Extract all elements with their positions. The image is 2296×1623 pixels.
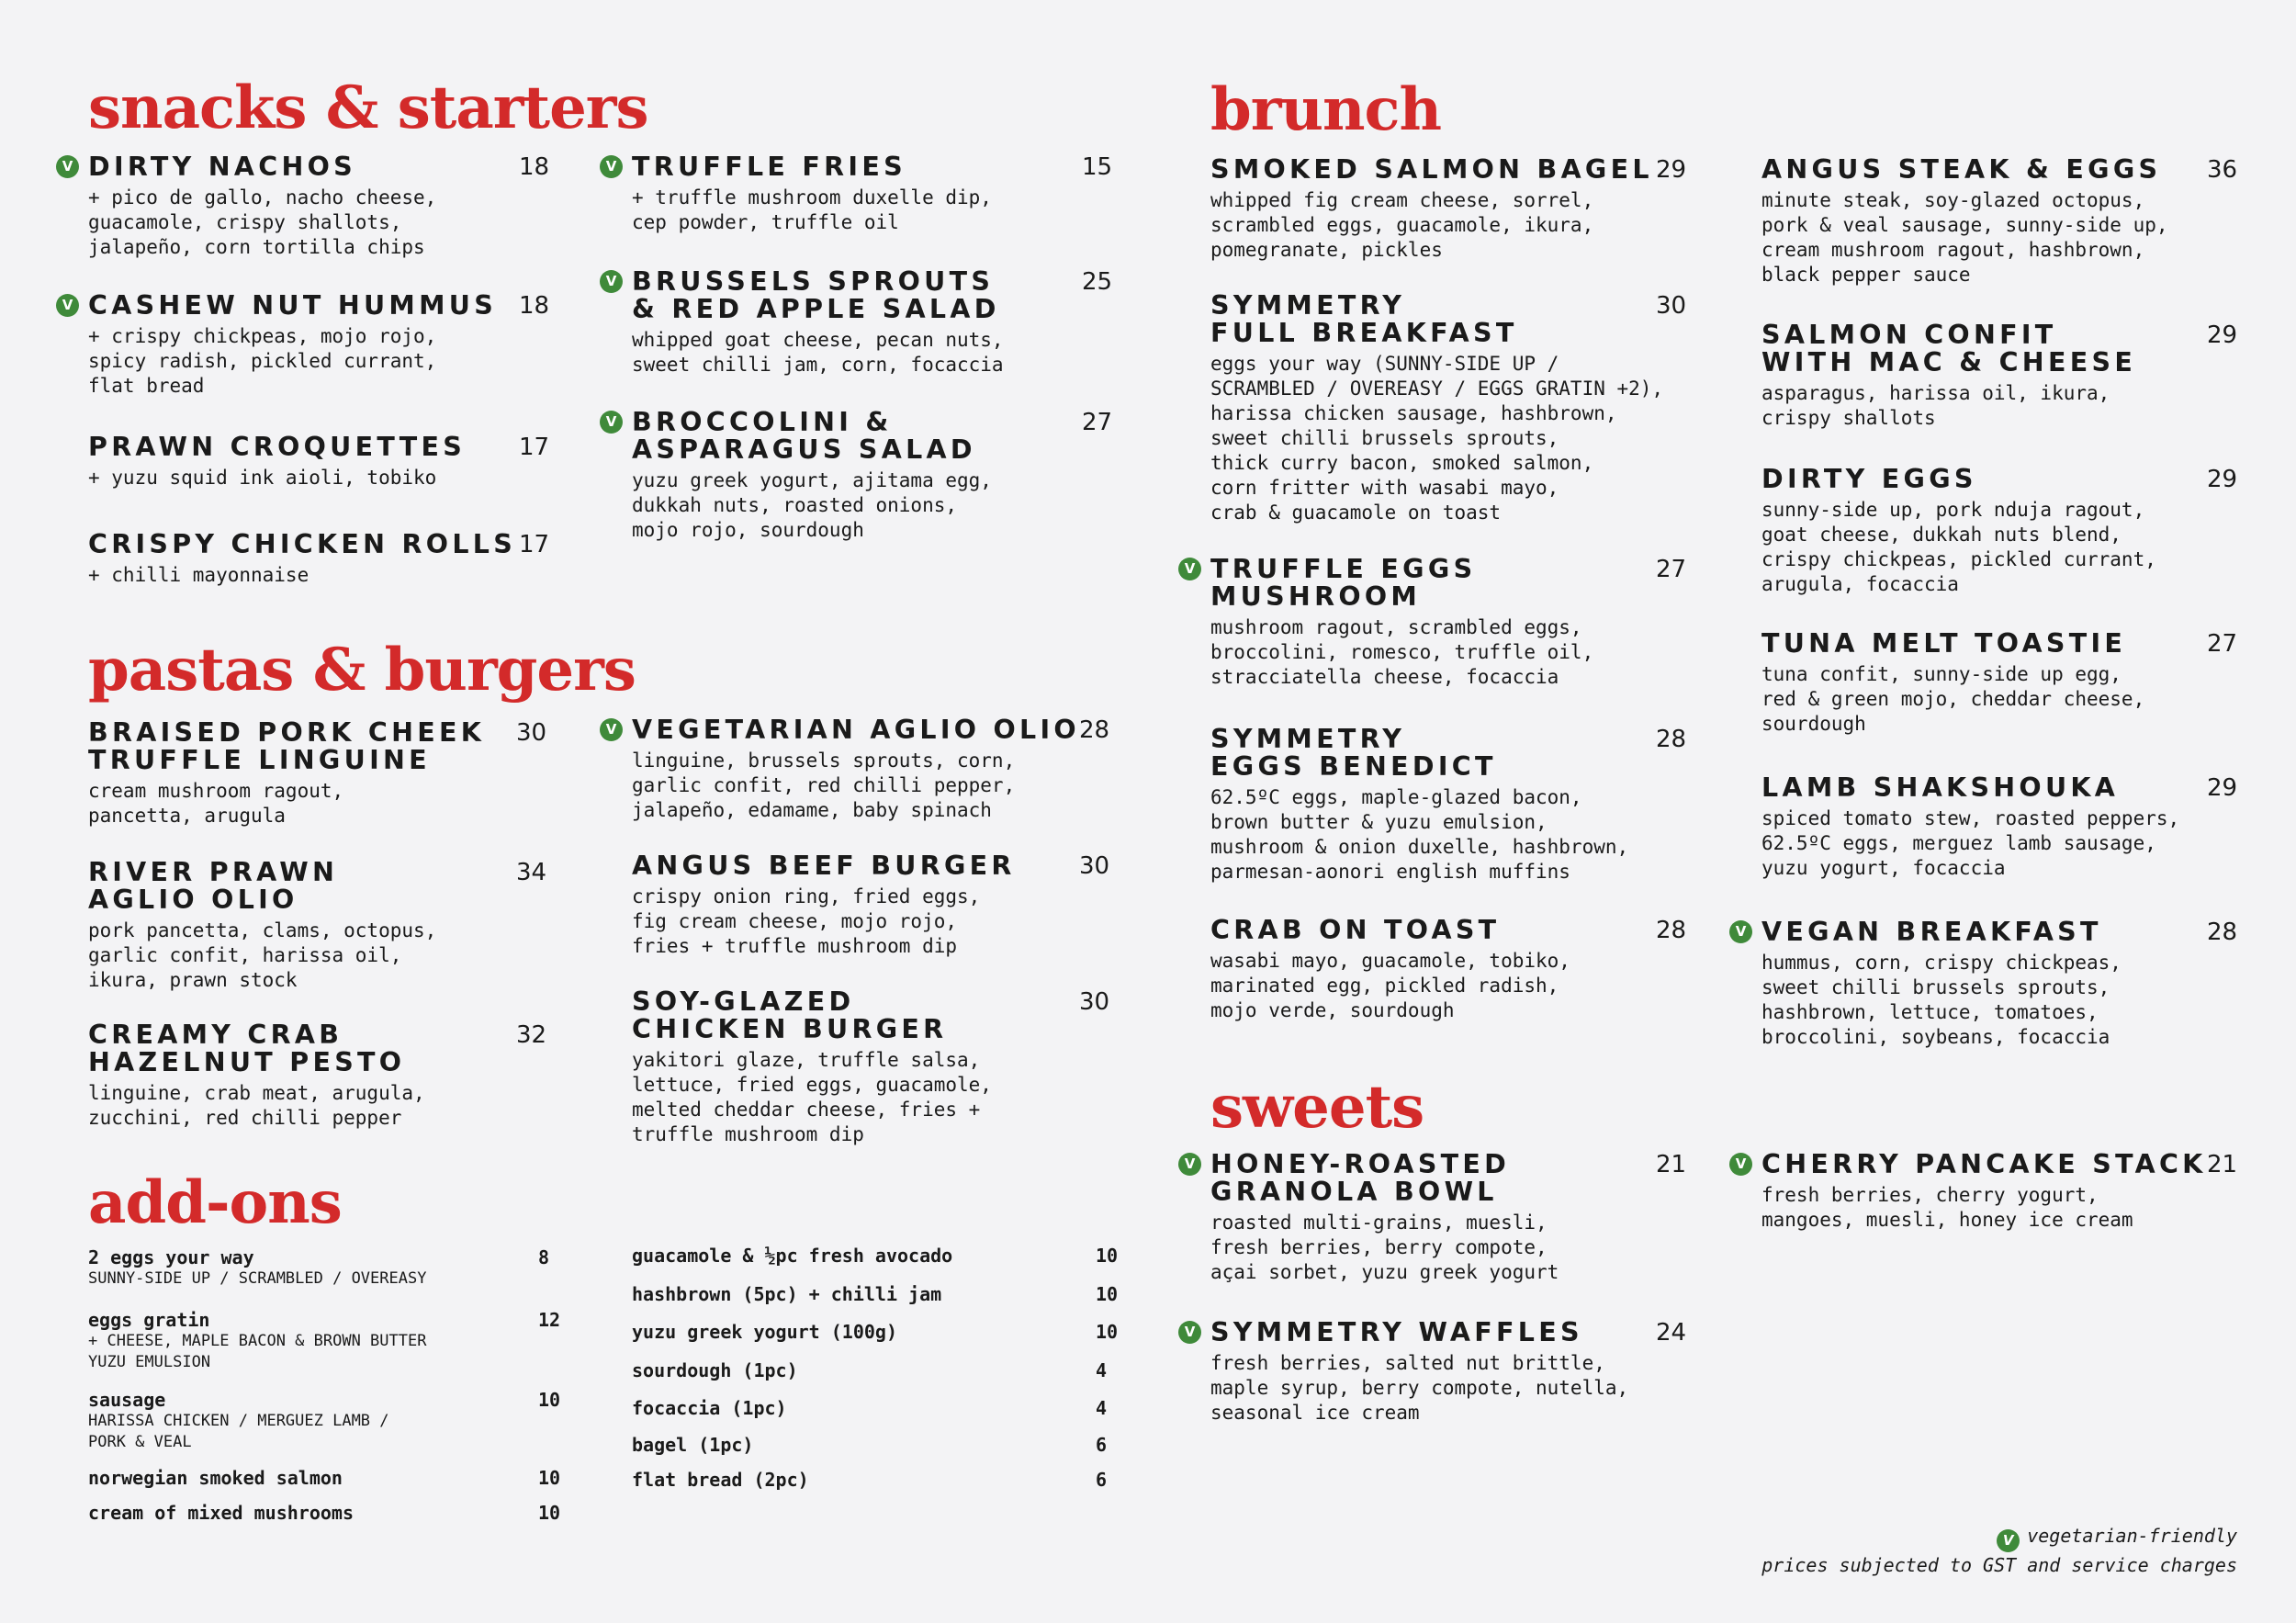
item-price: 29 [2207, 774, 2238, 802]
item-name-line: VEGAN BREAKFAST [1761, 917, 2102, 947]
item-name [632, 409, 992, 464]
item-name-line: CHICKEN BURGER [632, 1014, 948, 1044]
item-description-line: stracciatella cheese, focaccia [1210, 666, 1559, 688]
item-name [88, 531, 516, 558]
item-description-line: mangoes, muesli, honey ice cream [1761, 1209, 2133, 1231]
vegetarian-icon: V [600, 270, 623, 293]
veg-note [1997, 1525, 2237, 1550]
item-name-line: TUNA MELT TOASTIE [1761, 628, 2127, 659]
vegetarian-icon: V [1729, 920, 1752, 943]
item-name [1761, 919, 2122, 946]
item-description-line: marinated egg, pickled radish, [1210, 975, 1559, 997]
addon-price: 6 [1096, 1469, 1108, 1491]
item-name-line: WITH MAC & CHEESE [1761, 347, 2137, 378]
addon-description-line: HARISSA CHICKEN / MERGUEZ LAMB / [88, 1412, 389, 1430]
section-title-snacks: snacks & starters [88, 73, 648, 142]
item-name-line: FULL BREAKFAST [1210, 318, 1518, 348]
addon-name: flat bread (2pc) [632, 1469, 809, 1491]
item-description-line: crispy shallots [1761, 407, 1936, 429]
menu-item [88, 1020, 547, 1131]
item-name-line: SYMMETRY WAFFLES [1210, 1317, 1583, 1347]
menu-item [605, 715, 1110, 823]
item-name-line: SOY-GLAZED [632, 986, 855, 1017]
item-name [1761, 321, 2136, 377]
item-name-line: HAZELNUT PESTO [88, 1047, 406, 1077]
item-description-line: flat bread [88, 375, 205, 397]
menu-item [1210, 290, 1687, 525]
item-name-line: ANGUS BEEF BURGER [632, 851, 1016, 881]
item-description-line: thick curry bacon, smoked salmon, [1210, 452, 1594, 474]
item-price: 28 [2207, 919, 2238, 946]
item-name [1210, 1319, 1628, 1347]
item-description-line: eggs your way (SUNNY-SIDE UP / [1210, 353, 1559, 375]
item-description-line: pork pancetta, clams, octopus, [88, 919, 437, 941]
addon-price: 10 [538, 1389, 561, 1411]
addon-item [632, 1434, 1108, 1456]
addon-price: 8 [538, 1246, 550, 1268]
menu-item [1735, 1149, 2238, 1233]
item-description-line: yuzu greek yogurt, ajitama egg, [632, 469, 992, 491]
item-price: 17 [519, 531, 550, 558]
item-description-line: mushroom & onion duxelle, hashbrown, [1210, 836, 1629, 858]
item-name-line: BRUSSELS SPROUTS [632, 266, 995, 297]
addon-item [88, 1309, 561, 1373]
menu-item [1761, 464, 2238, 597]
item-name [88, 292, 497, 320]
vegetarian-icon: V [600, 718, 623, 741]
item-price: 30 [516, 719, 547, 747]
item-name-line: CHERRY PANCAKE STACK [1761, 1149, 2207, 1179]
item-description [88, 1081, 425, 1131]
addon-description-line: + CHEESE, MAPLE BACON & BROWN BUTTER [88, 1332, 427, 1350]
addon-description-line: PORK & VEAL [88, 1433, 192, 1451]
item-description-line: mojo verde, sourdough [1210, 999, 1455, 1021]
item-name-line: DIRTY NACHOS [88, 152, 356, 182]
menu-item [1184, 1149, 1687, 1285]
item-name [632, 716, 1080, 744]
addon-item [88, 1467, 561, 1489]
item-description-line: broccolini, romesco, truffle oil, [1210, 641, 1594, 663]
item-description [1210, 1211, 1559, 1285]
item-description-line: cep powder, truffle oil [632, 211, 899, 233]
item-price: 28 [1656, 726, 1687, 753]
addon-description-line: SUNNY-SIDE UP / SCRAMBLED / OVEREASY [88, 1269, 427, 1288]
vegetarian-icon: V [600, 411, 623, 434]
section-title-addons: add-ons [88, 1168, 342, 1237]
addon-name: sourdough (1pc) [632, 1359, 798, 1381]
addon-item [88, 1502, 561, 1524]
vegetarian-icon: V [1178, 1321, 1201, 1344]
item-name-line: DIRTY EGGS [1761, 464, 1977, 494]
section-title-brunch: brunch [1210, 75, 1442, 144]
addon-name: yuzu greek yogurt (100g) [632, 1321, 897, 1343]
menu-item [632, 986, 1110, 1147]
item-price: 24 [1656, 1319, 1687, 1347]
item-description-line: crispy onion ring, fried eggs, [632, 885, 981, 907]
item-description [88, 466, 466, 490]
item-description-line: linguine, crab meat, arugula, [88, 1082, 425, 1104]
item-description-line: garlic confit, red chilli pepper, [632, 774, 1016, 796]
menu-item [88, 717, 547, 828]
item-description-line: sunny-side up, pork nduja ragout, [1761, 499, 2145, 521]
item-name [1210, 1151, 1559, 1206]
item-description-line: sweet chilli brussels sprouts, [1210, 427, 1559, 449]
item-price: 28 [1079, 716, 1110, 744]
item-description-line: SCRAMBLED / OVEREASY / EGGS GRATIN +2), [1210, 378, 1664, 400]
item-description-line: whipped goat cheese, pecan nuts, [632, 329, 1004, 351]
menu-item [62, 152, 550, 260]
item-price: 27 [1656, 556, 1687, 583]
item-description [632, 1048, 992, 1147]
vegetarian-icon: V [1997, 1529, 2020, 1552]
vegetarian-icon: V [600, 155, 623, 178]
item-description-line: fresh berries, berry compote, [1210, 1236, 1548, 1258]
item-description-line: 62.5ºC eggs, merguez lamb sausage, [1761, 832, 2156, 854]
item-price: 17 [519, 434, 550, 461]
section-title-sweets: sweets [1210, 1073, 1424, 1142]
addon-item [632, 1469, 1108, 1491]
item-name-line: CRISPY CHICKEN ROLLS [88, 529, 517, 559]
item-description [1761, 381, 2136, 431]
item-description-line: garlic confit, harissa oil, [88, 944, 402, 966]
item-name [1210, 292, 1663, 347]
item-description-line: lettuce, fried eggs, guacamole, [632, 1074, 992, 1096]
item-name [88, 434, 466, 461]
menu-item [1184, 554, 1687, 690]
menu-item [1761, 320, 2238, 431]
item-description-line: mojo rojo, sourdough [632, 519, 864, 541]
item-name [88, 1021, 425, 1076]
gst-note: prices subjected to GST and service charges [1761, 1554, 2237, 1576]
addon-price: 4 [1096, 1397, 1108, 1419]
item-description [88, 919, 436, 993]
item-name [1210, 917, 1570, 944]
addon-item [632, 1283, 1119, 1305]
item-description [88, 779, 485, 828]
item-name [1761, 630, 2144, 658]
item-description-line: scrambled eggs, guacamole, ikura, [1210, 214, 1594, 236]
menu-item [605, 152, 1113, 235]
item-description-line: sweet chilli brussels sprouts, [1761, 976, 2110, 998]
item-name [88, 859, 436, 914]
item-price: 29 [1656, 156, 1687, 184]
addon-price: 4 [1096, 1359, 1108, 1381]
item-description-line: yakitori glaze, truffle salsa, [632, 1049, 981, 1071]
item-description-line: hummus, corn, crispy chickpeas, [1761, 952, 2122, 974]
item-price: 29 [2207, 466, 2238, 493]
item-description-line: seasonal ice cream [1210, 1402, 1420, 1424]
addon-name: 2 eggs your way [88, 1246, 254, 1268]
addon-name: cream of mixed mushrooms [88, 1502, 354, 1524]
item-name [632, 153, 992, 181]
item-description-line: jalapeño, corn tortilla chips [88, 236, 425, 258]
vegetarian-icon: V [1729, 1153, 1752, 1176]
item-price: 28 [1656, 917, 1687, 944]
item-description [1210, 785, 1628, 885]
item-description-line: fresh berries, salted nut brittle, [1210, 1352, 1605, 1374]
menu-item [88, 529, 550, 588]
item-description [88, 563, 516, 588]
item-description [632, 468, 992, 543]
menu-item [1210, 724, 1687, 885]
item-name [88, 719, 485, 774]
item-name [632, 988, 992, 1043]
item-description-line: pomegranate, pickles [1210, 239, 1443, 261]
item-description-line: yuzu yogurt, focaccia [1761, 857, 2006, 879]
item-name [1761, 466, 2156, 493]
addon-item [88, 1246, 550, 1290]
item-name-line: LAMB SHAKSHOUKA [1761, 772, 2120, 803]
item-price: 30 [1656, 292, 1687, 320]
addon-description [88, 1268, 426, 1290]
item-name-line: ASPARAGUS SALAD [632, 434, 976, 465]
item-description-line: whipped fig cream cheese, sorrel, [1210, 189, 1594, 211]
item-description-line: dukkah nuts, roasted onions, [632, 494, 958, 516]
item-name-line: TRUFFLE EGGS [1210, 554, 1477, 584]
item-name-line: SYMMETRY [1210, 724, 1406, 754]
item-description-line: + truffle mushroom duxelle dip, [632, 186, 992, 209]
item-description [1210, 188, 1653, 263]
addon-price: 10 [1096, 1321, 1119, 1343]
item-name-line: MUSHROOM [1210, 581, 1422, 612]
addon-item [88, 1389, 561, 1453]
item-description-line: + yuzu squid ink aioli, tobiko [88, 467, 437, 489]
item-name [1761, 774, 2179, 802]
item-name-line: SMOKED SALMON BAGEL [1210, 154, 1653, 185]
item-description [1761, 662, 2144, 737]
item-description-line: corn fritter with wasabi mayo, [1210, 477, 1559, 499]
item-description-line: hashbrown, lettuce, tomatoes, [1761, 1001, 2099, 1023]
addon-name: hashbrown (5pc) + chilli jam [632, 1283, 942, 1305]
item-description-line: sourdough [1761, 713, 1866, 735]
vegetarian-icon: V [1178, 1153, 1201, 1176]
item-description-line: mushroom ragout, scrambled eggs, [1210, 616, 1582, 638]
menu-item [632, 851, 1110, 959]
veg-note-text: vegetarian-friendly [2027, 1525, 2237, 1547]
item-description [1210, 352, 1663, 525]
item-description-line: crispy chickpeas, pickled currant, [1761, 548, 2156, 570]
item-name [1210, 156, 1653, 184]
menu-item [1210, 154, 1687, 263]
addon-name: bagel (1pc) [632, 1434, 754, 1456]
item-description-line: spicy radish, pickled currant, [88, 350, 437, 372]
item-description-line: arugula, focaccia [1761, 573, 1959, 595]
item-description [88, 186, 436, 260]
item-price: 15 [1082, 153, 1113, 181]
addon-name: focaccia (1pc) [632, 1397, 787, 1419]
item-description [1761, 951, 2122, 1050]
addon-price: 6 [1096, 1434, 1108, 1456]
item-name-line: TRUFFLE FRIES [632, 152, 906, 182]
item-name [1761, 1151, 2207, 1178]
item-description [1761, 806, 2179, 881]
item-description [88, 324, 497, 399]
item-description-line: asparagus, harissa oil, ikura, [1761, 382, 2110, 404]
item-name-line: CASHEW NUT HUMMUS [88, 290, 498, 321]
menu-item [62, 290, 550, 399]
item-name-line: EGGS BENEDICT [1210, 751, 1497, 782]
item-description-line: + pico de gallo, nacho cheese, [88, 186, 437, 209]
item-price: 27 [1082, 409, 1113, 436]
menu-item [1210, 915, 1687, 1023]
item-price: 29 [2207, 321, 2238, 349]
item-name-line: RIVER PRAWN [88, 857, 339, 887]
item-name [1210, 556, 1593, 611]
addon-item [632, 1359, 1108, 1381]
item-description-line: melted cheddar cheese, fries + [632, 1099, 981, 1121]
addon-description [88, 1411, 389, 1453]
item-description-line: linguine, brussels sprouts, corn, [632, 750, 1016, 772]
addon-description-line: YUZU EMULSION [88, 1353, 211, 1371]
item-description [632, 749, 1080, 823]
item-description-line: sweet chilli jam, corn, focaccia [632, 354, 1004, 376]
item-name-line: VEGETARIAN AGLIO OLIO [632, 715, 1080, 745]
item-name-line: CRAB ON TOAST [1210, 915, 1501, 945]
item-name [1761, 156, 2168, 184]
item-description-line: tuna confit, sunny-side up egg, [1761, 663, 2122, 685]
item-price: 30 [1079, 852, 1110, 880]
menu-item [88, 857, 547, 993]
item-price: 32 [516, 1021, 547, 1049]
item-description-line: zucchini, red chilli pepper [88, 1107, 402, 1129]
item-description-line: black pepper sauce [1761, 264, 1971, 286]
vegetarian-icon: V [56, 294, 79, 317]
item-price: 27 [2207, 630, 2238, 658]
addon-price: 10 [1096, 1245, 1119, 1267]
item-name-line: & RED APPLE SALAD [632, 294, 1000, 324]
item-description [1761, 498, 2156, 597]
menu-item [1761, 772, 2238, 881]
item-description-line: crab & guacamole on toast [1210, 502, 1502, 524]
item-description [1210, 1351, 1628, 1426]
addon-item [632, 1321, 1119, 1343]
item-name-line: TRUFFLE LINGUINE [88, 745, 431, 775]
item-description-line: + chilli mayonnaise [88, 564, 310, 586]
menu-item [1184, 1317, 1687, 1426]
item-description-line: maple syrup, berry compote, nutella, [1210, 1377, 1629, 1399]
menu-item [605, 266, 1113, 378]
addon-price: 10 [538, 1467, 561, 1489]
item-description-line: pancetta, arugula [88, 805, 286, 827]
addon-price: 10 [538, 1502, 561, 1524]
addon-price: 10 [1096, 1283, 1119, 1305]
item-name [632, 852, 1016, 880]
addon-description [88, 1331, 426, 1373]
menu-item [88, 432, 550, 490]
item-price: 18 [519, 153, 550, 181]
item-name-line: AGLIO OLIO [88, 885, 298, 915]
item-description [632, 186, 992, 235]
item-description-line: fries + truffle mushroom dip [632, 935, 958, 957]
menu-item [1761, 154, 2238, 287]
item-description-line: cream mushroom ragout, hashbrown, [1761, 239, 2145, 261]
item-price: 21 [2207, 1151, 2238, 1178]
item-description [1761, 188, 2168, 287]
item-description-line: brown butter & yuzu emulsion, [1210, 811, 1548, 833]
item-price: 34 [516, 859, 547, 886]
item-description-line: + crispy chickpeas, mojo rojo, [88, 325, 437, 347]
vegetarian-icon: V [56, 155, 79, 178]
item-name [1210, 726, 1628, 781]
item-description-line: ikura, prawn stock [88, 969, 298, 991]
menu-item [605, 407, 1113, 543]
item-description-line: fig cream cheese, mojo rojo, [632, 910, 958, 932]
item-description-line: pork & veal sausage, sunny-side up, [1761, 214, 2168, 236]
item-description-line: jalapeño, edamame, baby spinach [632, 799, 992, 821]
item-name-line: HONEY-ROASTED [1210, 1149, 1511, 1179]
item-name [88, 153, 436, 181]
addon-price: 12 [538, 1309, 561, 1331]
item-description-line: wasabi mayo, guacamole, tobiko, [1210, 950, 1570, 972]
section-title-pastas: pastas & burgers [88, 636, 636, 704]
item-description-line: cream mushroom ragout, [88, 780, 344, 802]
addon-item [632, 1245, 1119, 1267]
item-name-line: GRANOLA BOWL [1210, 1177, 1498, 1207]
item-description-line: goat cheese, dukkah nuts blend, [1761, 524, 2122, 546]
item-description-line: fresh berries, cherry yogurt, [1761, 1184, 2099, 1206]
item-description [1210, 615, 1593, 690]
menu-item [1735, 917, 2238, 1050]
item-price: 36 [2207, 156, 2238, 184]
addon-name: norwegian smoked salmon [88, 1467, 343, 1489]
item-description-line: 62.5ºC eggs, maple-glazed bacon, [1210, 786, 1582, 808]
item-price: 25 [1082, 268, 1113, 296]
addon-name: guacamole & ½pc fresh avocado [632, 1245, 953, 1267]
item-description [632, 328, 1004, 378]
item-name-line: SYMMETRY [1210, 290, 1406, 321]
addon-item [632, 1397, 1108, 1419]
item-description-line: guacamole, crispy shallots, [88, 211, 402, 233]
item-name-line: CREAMY CRAB [88, 1020, 343, 1050]
addon-name: eggs gratin [88, 1309, 210, 1331]
item-name-line: SALMON CONFIT [1761, 320, 2057, 350]
item-price: 30 [1079, 988, 1110, 1016]
item-name [632, 268, 1004, 323]
item-name-line: ANGUS STEAK & EGGS [1761, 154, 2162, 185]
addon-name: sausage [88, 1389, 166, 1411]
item-description [1761, 1183, 2207, 1233]
item-name-line: PRAWN CROQUETTES [88, 432, 467, 462]
item-name-line: BRAISED PORK CHEEK [88, 717, 486, 748]
item-name-line: BROCCOLINI & [632, 407, 893, 437]
item-description-line: red & green mojo, cheddar cheese, [1761, 688, 2145, 710]
menu-item [1761, 628, 2238, 737]
item-description-line: spiced tomato stew, roasted peppers, [1761, 807, 2180, 829]
item-description-line: minute steak, soy-glazed octopus, [1761, 189, 2145, 211]
vegetarian-icon: V [1178, 558, 1201, 580]
item-description-line: harissa chicken sausage, hashbrown, [1210, 402, 1617, 424]
item-price: 21 [1656, 1151, 1687, 1178]
item-description-line: truffle mushroom dip [632, 1123, 864, 1145]
item-description-line: broccolini, soybeans, focaccia [1761, 1026, 2110, 1048]
item-description [632, 885, 1016, 959]
item-description-line: açai sorbet, yuzu greek yogurt [1210, 1261, 1559, 1283]
item-price: 18 [519, 292, 550, 320]
item-description [1210, 949, 1570, 1023]
item-description-line: parmesan-aonori english muffins [1210, 861, 1570, 883]
item-description-line: roasted multi-grains, muesli, [1210, 1212, 1548, 1234]
